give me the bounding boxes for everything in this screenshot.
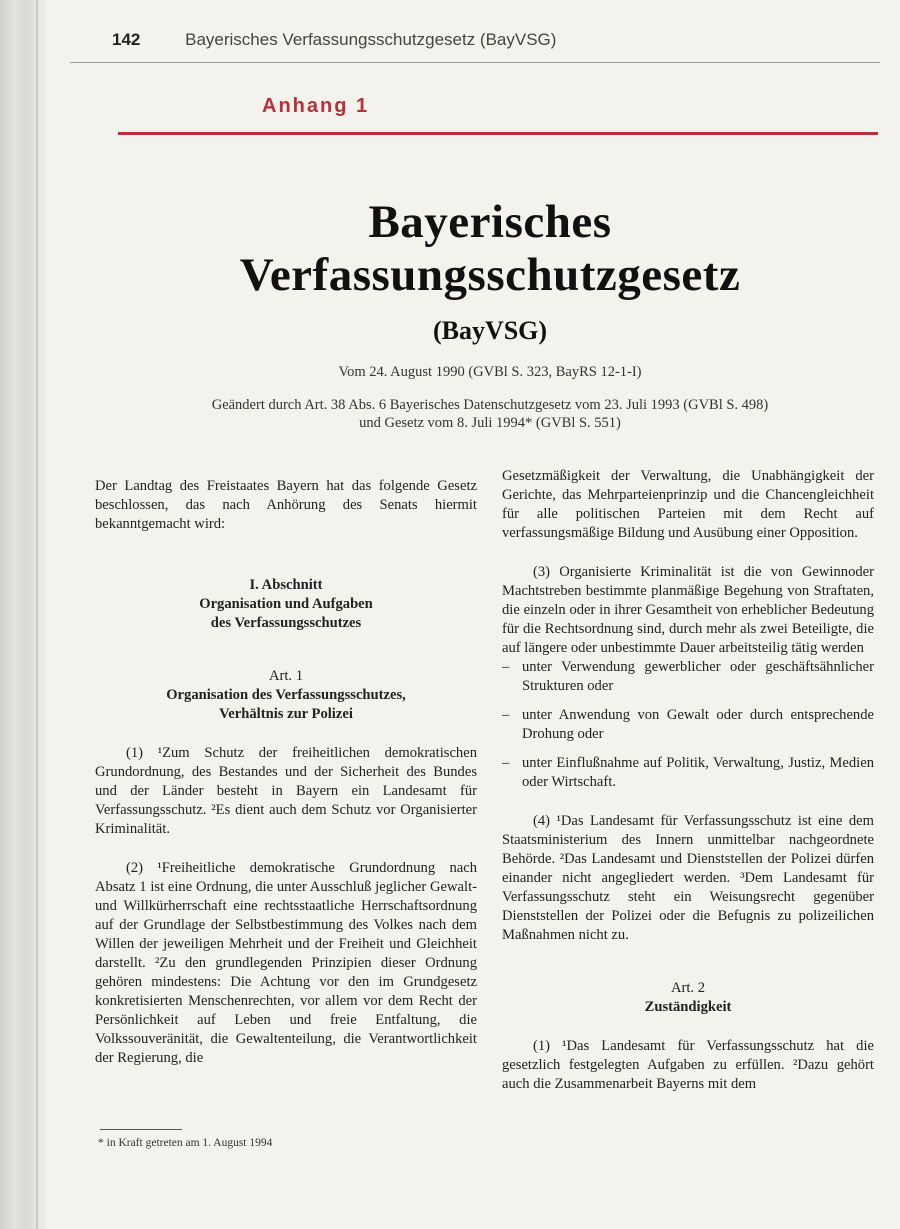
law-date: Vom 24. August 1990 (GVBl S. 323, BayRS 12-1-I): [338, 364, 642, 380]
footnote-rule: [100, 1129, 182, 1130]
appendix-heading: Anhang 1: [262, 95, 370, 117]
article-1-title-line2: Verhältnis zur Polizei: [219, 706, 353, 722]
page-header: [112, 30, 872, 50]
footnote: * in Kraft getreten am 1. August 1994: [98, 1137, 273, 1149]
section-number: I. Abschnitt: [249, 577, 323, 593]
right-column: [502, 467, 874, 1094]
book-binding-edge: [0, 0, 46, 1229]
article-1-paragraph-4: (4) ¹Das Landesamt für Verfassungsschutz ist eine dem Staatsministerium des Innern unmittelbar nachgeordnete Behörde. ²Das Landesamt und Dienststellen der Polizei dürfen einander nicht angegliedert werden. ³Dem Landesamt für Verfassungsschutz steht ein Weisungsrecht gegenüber Dienststellen der Polizei oder die Befugnis zu polizeilichen Maßnahmen nicht zu.: [502, 813, 874, 943]
appendix-rule: [118, 132, 878, 135]
article-1-title-line1: Organisation des Verfassungsschutzes,: [166, 687, 406, 703]
amendment-line1: Geändert durch Art. 38 Abs. 6 Bayerisches Datenschutzgesetz vom 23. Juli 1993 (GVBl S. 498): [211, 397, 769, 413]
article-2-paragraph-1: (1) ¹Das Landesamt für Verfassungsschutz hat die gesetzlich festgelegten Aufgaben zu erfüllen. ²Dazu gehört auch die Zusammenarbeit Bayerns mit dem: [502, 1038, 874, 1092]
amendment-line2: und Gesetz vom 8. Juli 1994* (GVBl S. 551): [359, 415, 621, 431]
left-column: [95, 477, 477, 1068]
article-2-number: Art. 2: [670, 980, 706, 996]
paragraph-2-continued: Gesetzmäßigkeit der Verwaltung, die Unabhängigkeit der Gerichte, das Mehrparteienprinzip und die Chancengleichheit für alle politischen Parteien mit dem Recht auf verfassungsmäßige Bildung und Ausübung einer Opposition.: [502, 468, 874, 541]
section-title-line2: des Verfassungsschutzes: [210, 615, 362, 631]
list-item-2: – unter Anwendung von Gewalt oder durch entsprechende Drohung oder: [502, 706, 874, 744]
page-number: 142: [112, 30, 141, 49]
list-item-1: – unter Verwendung gewerblicher oder geschäftsähnlicher Strukturen oder: [502, 658, 874, 696]
running-title: Bayerisches Verfassungsschutzgesetz (BayVSG): [185, 30, 557, 49]
preamble: Der Landtag des Freistaates Bayern hat das folgende Gesetz beschlossen, das nach Anhörung des Senats hiermit bekanntgemacht wird:: [95, 478, 477, 532]
article-2-title: Zuständigkeit: [644, 999, 732, 1015]
article-1-paragraph-1: (1) ¹Zum Schutz der freiheitlichen demokratischen Grundordnung, des Bestandes und der Sicherheit des Bundes und der Länder besteht in Bayern ein Landesamt für Verfassungsschutz. ²Es dient auch dem Schutz vor Organisierter Kriminalität.: [95, 745, 477, 837]
article-1-number: Art. 1: [268, 668, 304, 684]
law-title-line2: Verfassungsschutzgesetz: [239, 249, 741, 301]
article-1-paragraph-2: (2) ¹Freiheitliche demokratische Grundordnung nach Absatz 1 ist eine Ordnung, die unter Ausschluß jeglicher Gewalt- und Willkürherrschaft eine rechtsstaatliche Herrschaftsordnung auf der Grundlage der Selbstbestimmung des Volkes nach dem Willen der jeweiligen Mehrheit und der Freiheit und Gleichheit darstellt. ²Zu den grundlegenden Prinzipien dieser Ordnung gehören mindestens: Die Achtung vor den im Grundgesetz konkretisierten Menschenrechten, vor allem vor dem Recht der Persönlichkeit auf Leben und freie Entfaltung, die Volkssouveränität, die Gewaltenteilung, die Verantwortlichkeit der Regierung, die: [95, 860, 477, 1066]
law-abbreviation: (BayVSG): [432, 316, 548, 345]
list-item-3: – unter Einflußnahme auf Politik, Verwaltung, Justiz, Medien oder Wirtschaft.: [502, 754, 874, 792]
law-title-line1: Bayerisches: [368, 196, 612, 248]
section-title-line1: Organisation und Aufgaben: [199, 596, 373, 612]
article-1-paragraph-3: (3) Organisierte Kriminalität ist die von Gewinnoder Machtstreben bestimmte planmäßige Begehung von Straftaten, die einzeln oder in ihrer Gesamtheit von erheblicher Bedeutung für die Rechtsordnung sind, durch mehr als zwei Beteiligte, die auf längere oder unbestimmte Dauer arbeitsteilig tätig werden: [502, 564, 874, 656]
header-rule: [70, 62, 880, 63]
